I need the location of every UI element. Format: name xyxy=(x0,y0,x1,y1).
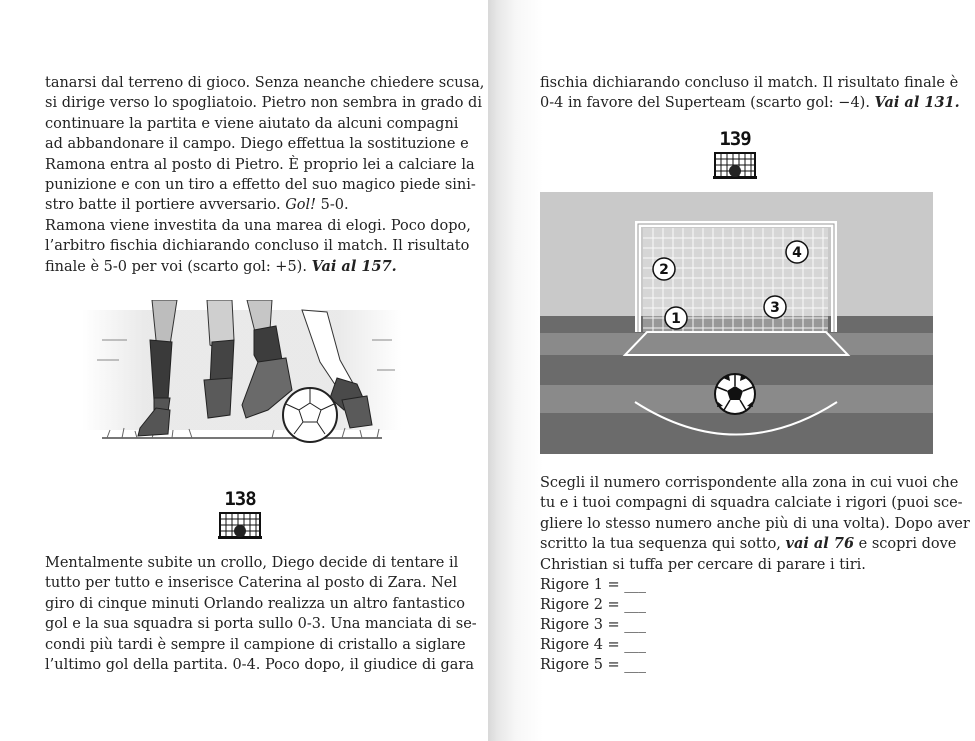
goto-link-131: Vai al 131. xyxy=(874,94,960,112)
text-line: gol e la sua squadra si porta sullo 0-3. Una manciata di se- xyxy=(45,616,477,633)
text-line xyxy=(45,195,435,215)
text-line: fischia dichiarando concluso il match. Il risultato finale è xyxy=(540,75,959,91)
text-line: continuare la partita e viene aiutato da alcuni compagni xyxy=(45,115,459,132)
goal-zone-2 xyxy=(653,258,675,280)
section-badge-138 xyxy=(215,489,265,539)
text-line xyxy=(45,257,435,277)
goal-zone-4 xyxy=(786,241,808,263)
gol-emphasis: Gol! xyxy=(285,197,316,214)
section-number: 139 xyxy=(719,128,751,150)
goal-zone-label: 3 xyxy=(770,300,780,316)
text-fragment: scritto la tua sequenza qui sotto, xyxy=(540,536,786,553)
rigore-5-field[interactable]: Rigore 5 = ___ xyxy=(540,657,647,673)
section-badge-139 xyxy=(710,129,760,179)
text-line: l’ultimo gol della partita. 0-4. Poco dopo, il giudice di gara xyxy=(45,657,475,674)
text-fragment: 5-0. xyxy=(315,197,349,214)
goal-zone-label: 1 xyxy=(671,311,681,327)
left-paragraph-2 xyxy=(45,553,477,675)
text-fragment: 0-4 in favore del Superteam (scarto gol: −4). xyxy=(540,95,875,112)
text-line: Scegli il numero corrispondente alla zona in cui vuoi che xyxy=(540,475,959,491)
goal-net-icon xyxy=(218,511,262,539)
text-line: Ramona entra al posto di Pietro. È proprio lei a calciare la xyxy=(45,156,475,173)
text-line: tu e i tuoi compagni di squadra calciate i rigori (puoi sce- xyxy=(540,495,963,512)
text-fragment: finale è 5-0 per voi (scarto gol: +5). xyxy=(45,258,312,275)
text-line: si dirige verso lo spogliatoio. Pietro non sembra in grado di xyxy=(45,95,482,112)
rigore-3-field[interactable]: Rigore 3 = ___ xyxy=(540,617,647,633)
goal-net-icon xyxy=(713,151,757,179)
text-line: punizione e con un tiro a effetto del suo magico piede sini- xyxy=(45,177,476,194)
rigore-4-field[interactable]: Rigore 4 = ___ xyxy=(540,637,647,653)
goto-link-76: vai al 76 xyxy=(785,535,855,553)
text-line xyxy=(540,534,957,554)
text-fragment: e scopri dove xyxy=(854,536,957,553)
penalty-goal-zones-diagram xyxy=(540,192,933,456)
goal-zone-label: 4 xyxy=(792,245,802,261)
text-line: giro di cinque minuti Orlando realizza un altro fantastico xyxy=(45,595,466,612)
rigore-2-field[interactable]: Rigore 2 = ___ xyxy=(540,597,647,613)
rigore-1-field[interactable]: Rigore 1 = ___ xyxy=(540,577,647,593)
soccer-ball-icon xyxy=(283,388,337,442)
left-paragraph-1 xyxy=(45,73,485,277)
text-fragment: stro batte il portiere avversario. xyxy=(45,197,286,214)
text-line: Mentalmente subite un crollo, Diego decide di tentare il xyxy=(45,555,459,571)
text-line: Ramona viene investita da una marea di elogi. Poco dopo, xyxy=(45,217,471,234)
section-number: 138 xyxy=(224,488,256,510)
goal-zone-1 xyxy=(665,307,687,329)
text-line xyxy=(540,93,960,113)
text-line: ad abbandonare il campo. Diego effettua la sostituzione e xyxy=(45,136,469,153)
text-line: gliere lo stesso numero anche più di una volta). Dopo aver xyxy=(540,515,970,532)
goal-zone-label: 2 xyxy=(659,262,669,278)
right-paragraph-2 xyxy=(540,473,970,575)
goal-zone-3 xyxy=(764,296,786,318)
football-kick-illustration xyxy=(82,300,402,450)
right-page xyxy=(488,0,975,741)
text-line: condi più tardi è sempre il campione di cristallo a siglare xyxy=(45,636,466,653)
text-line: tanarsi dal terreno di gioco. Senza neanche chiedere scusa, xyxy=(45,75,485,91)
rigori-list xyxy=(540,575,646,675)
text-line: l’arbitro fischia dichiarando concluso il match. Il risultato xyxy=(45,238,470,255)
goto-link-157: Vai al 157. xyxy=(311,257,397,275)
text-line: tutto per tutto e inserisce Caterina al posto di Zara. Nel xyxy=(45,575,457,592)
right-paragraph-1 xyxy=(540,73,960,114)
soccer-ball-icon xyxy=(715,374,755,414)
text-line: Christian si tuffa per cercare di parare i tiri. xyxy=(540,556,866,573)
